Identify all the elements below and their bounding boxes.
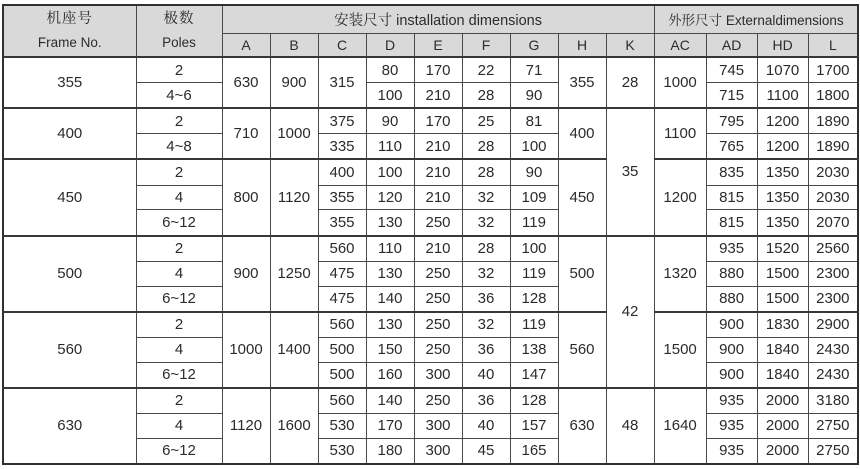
column-header-D: D: [366, 33, 414, 57]
dim-F: 25: [462, 108, 510, 134]
frame-no: 355: [3, 57, 136, 108]
column-header-B: B: [270, 33, 318, 57]
poles: 4~6: [136, 83, 222, 109]
dim-B: 1400: [270, 312, 318, 388]
dim-C: 560: [318, 388, 366, 414]
dim-AD: 935: [706, 236, 757, 262]
dim-D: 130: [366, 312, 414, 338]
dim-HD: 1840: [757, 337, 808, 362]
dim-A: 630: [222, 57, 270, 108]
dimensions-table: [2, 4, 859, 465]
dim-AD: 815: [706, 185, 757, 210]
frame-no-header-zh: 机座号: [46, 11, 93, 27]
dim-L: 1800: [808, 83, 858, 109]
poles: 2: [136, 388, 222, 414]
dim-L: 2030: [808, 159, 858, 185]
dim-G: 119: [510, 210, 558, 236]
dim-AD: 835: [706, 159, 757, 185]
poles: 2: [136, 108, 222, 134]
dim-AC: 1200: [654, 159, 706, 235]
dim-E: 170: [414, 57, 462, 83]
dim-D: 180: [366, 438, 414, 464]
dim-L: 2430: [808, 362, 858, 388]
dim-C: 530: [318, 438, 366, 464]
frame-no-header-en: Frame No.: [37, 35, 102, 50]
column-header-A: A: [222, 33, 270, 57]
dim-G: 81: [510, 108, 558, 134]
dim-AD: 935: [706, 388, 757, 414]
dim-E: 210: [414, 83, 462, 109]
dim-E: 210: [414, 134, 462, 160]
column-header-HD: HD: [757, 33, 808, 57]
dim-F: 36: [462, 286, 510, 312]
dim-AC: 1100: [654, 108, 706, 159]
dim-D: 80: [366, 57, 414, 83]
external-dimensions-header: 外形尺寸 Externaldimensions: [654, 5, 858, 33]
dim-C: 375: [318, 108, 366, 134]
dim-HD: 1830: [757, 312, 808, 338]
dim-K: 35: [606, 108, 654, 235]
dim-L: 2070: [808, 210, 858, 236]
poles: 2: [136, 159, 222, 185]
dim-H: 630: [558, 388, 606, 464]
column-header-E: E: [414, 33, 462, 57]
dim-F: 28: [462, 134, 510, 160]
table-row: [3, 312, 858, 338]
dim-D: 130: [366, 261, 414, 286]
poles: 2: [136, 57, 222, 83]
poles: 6~12: [136, 286, 222, 312]
dim-HD: 1350: [757, 185, 808, 210]
dim-D: 110: [366, 236, 414, 262]
dim-G: 165: [510, 438, 558, 464]
dim-C: 355: [318, 185, 366, 210]
dim-C: 475: [318, 286, 366, 312]
dim-D: 130: [366, 210, 414, 236]
dim-AD: 765: [706, 134, 757, 160]
dim-C: 400: [318, 159, 366, 185]
dim-G: 71: [510, 57, 558, 83]
dim-A: 710: [222, 108, 270, 159]
dim-B: 1250: [270, 236, 318, 312]
dim-AC: 1320: [654, 236, 706, 312]
dim-F: 28: [462, 159, 510, 185]
dim-D: 150: [366, 337, 414, 362]
column-header-L: L: [808, 33, 858, 57]
table-body: [3, 57, 858, 464]
column-header-AD: AD: [706, 33, 757, 57]
dim-H: 355: [558, 57, 606, 108]
dim-L: 2750: [808, 438, 858, 464]
table-row: [3, 159, 858, 185]
dim-L: 1890: [808, 134, 858, 160]
dim-F: 36: [462, 388, 510, 414]
dim-L: 2560: [808, 236, 858, 262]
dim-AC: 1640: [654, 388, 706, 464]
column-header-G: G: [510, 33, 558, 57]
dim-HD: 2000: [757, 413, 808, 438]
dim-D: 100: [366, 83, 414, 109]
column-header-F: F: [462, 33, 510, 57]
dim-HD: 1100: [757, 83, 808, 109]
dim-H: 450: [558, 159, 606, 235]
dim-AD: 900: [706, 337, 757, 362]
installation-dimensions-header: 安装尺寸 installation dimensions: [222, 5, 654, 33]
header-row-groups: [3, 5, 858, 33]
dim-C: 530: [318, 413, 366, 438]
dim-K: 48: [606, 388, 654, 464]
table-row: [3, 388, 858, 414]
dim-E: 210: [414, 185, 462, 210]
dim-L: 3180: [808, 388, 858, 414]
dim-AD: 935: [706, 413, 757, 438]
dim-G: 100: [510, 134, 558, 160]
table-row: [3, 236, 858, 262]
dim-E: 170: [414, 108, 462, 134]
dim-AD: 900: [706, 362, 757, 388]
dim-F: 32: [462, 210, 510, 236]
dim-HD: 1500: [757, 261, 808, 286]
dim-HD: 1350: [757, 159, 808, 185]
dim-E: 250: [414, 286, 462, 312]
poles: 4: [136, 261, 222, 286]
dim-HD: 2000: [757, 388, 808, 414]
dim-F: 28: [462, 236, 510, 262]
dim-L: 2750: [808, 413, 858, 438]
poles: 6~12: [136, 210, 222, 236]
poles: 2: [136, 236, 222, 262]
dim-AD: 935: [706, 438, 757, 464]
dim-L: 2300: [808, 261, 858, 286]
dim-E: 300: [414, 413, 462, 438]
dim-D: 170: [366, 413, 414, 438]
dim-C: 335: [318, 134, 366, 160]
dim-C: 500: [318, 362, 366, 388]
poles: 4~8: [136, 134, 222, 160]
dim-G: 90: [510, 83, 558, 109]
dim-B: 900: [270, 57, 318, 108]
dim-C: 315: [318, 57, 366, 108]
dim-D: 110: [366, 134, 414, 160]
dim-HD: 1500: [757, 286, 808, 312]
dim-A: 1000: [222, 312, 270, 388]
dim-C: 475: [318, 261, 366, 286]
dim-F: 40: [462, 362, 510, 388]
column-header-K: K: [606, 33, 654, 57]
dim-A: 800: [222, 159, 270, 235]
dim-AD: 900: [706, 312, 757, 338]
table-row: [3, 108, 858, 134]
frame-no: 560: [3, 312, 136, 388]
poles-header: [136, 5, 222, 57]
dim-F: 32: [462, 185, 510, 210]
dim-AD: 745: [706, 57, 757, 83]
dim-K: 42: [606, 236, 654, 388]
poles: 4: [136, 413, 222, 438]
dim-C: 560: [318, 236, 366, 262]
dim-E: 300: [414, 362, 462, 388]
column-header-C: C: [318, 33, 366, 57]
dim-L: 2030: [808, 185, 858, 210]
dim-B: 1000: [270, 108, 318, 159]
dim-L: 1700: [808, 57, 858, 83]
dim-D: 160: [366, 362, 414, 388]
dim-G: 119: [510, 312, 558, 338]
dim-F: 22: [462, 57, 510, 83]
dim-G: 90: [510, 159, 558, 185]
dim-HD: 1200: [757, 108, 808, 134]
dim-G: 157: [510, 413, 558, 438]
dim-G: 128: [510, 286, 558, 312]
dim-F: 40: [462, 413, 510, 438]
column-header-H: H: [558, 33, 606, 57]
dim-D: 140: [366, 388, 414, 414]
dim-E: 250: [414, 261, 462, 286]
dim-F: 32: [462, 312, 510, 338]
dim-HD: 1520: [757, 236, 808, 262]
dim-AC: 1000: [654, 57, 706, 108]
dim-D: 90: [366, 108, 414, 134]
dim-L: 2430: [808, 337, 858, 362]
frame-no: 500: [3, 236, 136, 312]
table-row: [3, 57, 858, 83]
dim-C: 355: [318, 210, 366, 236]
dim-D: 140: [366, 286, 414, 312]
dim-B: 1120: [270, 159, 318, 235]
dim-E: 250: [414, 312, 462, 338]
dim-G: 138: [510, 337, 558, 362]
dim-L: 1890: [808, 108, 858, 134]
dim-F: 36: [462, 337, 510, 362]
dim-HD: 2000: [757, 438, 808, 464]
dim-F: 45: [462, 438, 510, 464]
poles-header-en: Poles: [162, 35, 196, 50]
dim-G: 119: [510, 261, 558, 286]
frame-no-header: [3, 5, 136, 57]
dim-G: 128: [510, 388, 558, 414]
dim-E: 250: [414, 388, 462, 414]
dim-H: 560: [558, 312, 606, 388]
dim-E: 250: [414, 337, 462, 362]
frame-no: 450: [3, 159, 136, 235]
dim-HD: 1070: [757, 57, 808, 83]
dim-D: 120: [366, 185, 414, 210]
dim-AD: 815: [706, 210, 757, 236]
poles: 4: [136, 185, 222, 210]
dim-AD: 715: [706, 83, 757, 109]
dim-AC: 1500: [654, 312, 706, 388]
column-header-AC: AC: [654, 33, 706, 57]
dim-F: 32: [462, 261, 510, 286]
dim-B: 1600: [270, 388, 318, 464]
dim-A: 1120: [222, 388, 270, 464]
dim-F: 28: [462, 83, 510, 109]
dim-E: 250: [414, 210, 462, 236]
poles-header-zh: 极数: [163, 11, 195, 27]
poles: 2: [136, 312, 222, 338]
dim-C: 500: [318, 337, 366, 362]
dim-D: 100: [366, 159, 414, 185]
dim-H: 400: [558, 108, 606, 159]
dim-G: 147: [510, 362, 558, 388]
dim-AD: 795: [706, 108, 757, 134]
frame-no: 400: [3, 108, 136, 159]
dim-E: 300: [414, 438, 462, 464]
poles: 4: [136, 337, 222, 362]
dim-AD: 880: [706, 261, 757, 286]
dim-AD: 880: [706, 286, 757, 312]
dim-HD: 1200: [757, 134, 808, 160]
dim-C: 560: [318, 312, 366, 338]
dim-A: 900: [222, 236, 270, 312]
dim-HD: 1350: [757, 210, 808, 236]
dim-L: 2300: [808, 286, 858, 312]
dim-G: 109: [510, 185, 558, 210]
poles: 6~12: [136, 438, 222, 464]
poles: 6~12: [136, 362, 222, 388]
dim-L: 2900: [808, 312, 858, 338]
dim-G: 100: [510, 236, 558, 262]
frame-no: 630: [3, 388, 136, 464]
dim-K: 28: [606, 57, 654, 108]
dim-HD: 1840: [757, 362, 808, 388]
dim-E: 210: [414, 236, 462, 262]
dim-H: 500: [558, 236, 606, 312]
dim-E: 210: [414, 159, 462, 185]
